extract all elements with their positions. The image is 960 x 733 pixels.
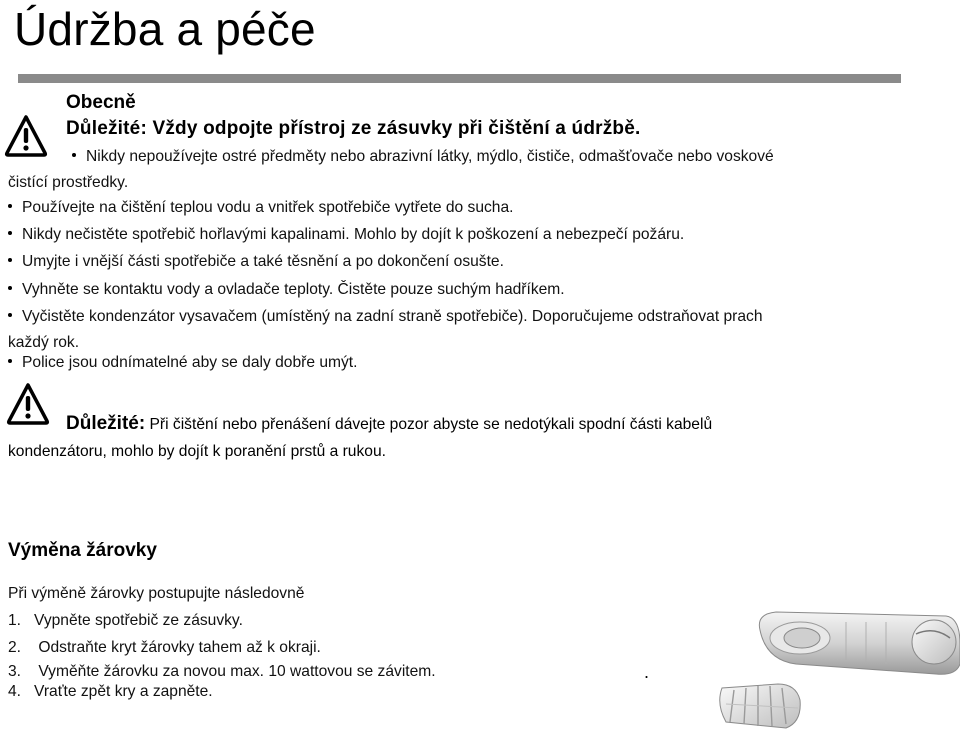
page-title: Údržba a péče	[14, 3, 316, 55]
list-item: Police jsou odnímatelné aby se daly dobře umýt.	[8, 350, 357, 376]
list-item: Umyjte i vnější části spotřebiče a také těsnění a po dokončení osušte.	[8, 249, 504, 275]
list-item: 3. Vyměňte žárovku za novou max. 10 wattovou se závitem.	[8, 663, 436, 680]
stray-dot: .	[644, 662, 650, 682]
list-item: Vyčistěte kondenzátor vysavačem (umístěný na zadní straně spotřebiče). Doporučujeme odstraňovat prach každý rok.	[8, 308, 763, 351]
list-item: 4. Vraťte zpět kry a zapněte.	[8, 683, 213, 700]
bulb-intro: Při výměně žárovky postupujte následovně	[8, 585, 305, 602]
bullet-icon	[8, 204, 12, 208]
lamp-cover-illustration	[716, 604, 960, 733]
bullet-icon	[8, 359, 12, 363]
important-notice: Důležité: Vždy odpojte přístroj ze zásuvky při čištění a údržbě.	[66, 118, 641, 139]
bullet-icon	[8, 286, 12, 290]
bullet-icon	[8, 313, 12, 317]
list-item: Nikdy nečistěte spotřebič hořlavými kapalinami. Mohlo by dojít k poškození a nebezpečí požáru.	[8, 222, 684, 248]
list-item: 1. Vypněte spotřebič ze zásuvky.	[8, 612, 243, 629]
section-heading-bulb: Výměna žárovky	[8, 540, 157, 561]
list-item: Používejte na čištění teplou vodu a vnitřek spotřebiče vytřete do sucha.	[8, 195, 514, 221]
list-item: Nikdy nepoužívejte ostré předměty nebo abrazivní látky, mýdlo, čističe, odmašťovače nebo voskové čistící prostředky.	[8, 148, 774, 191]
list-item: 2. Odstraňte kryt žárovky tahem až k okraji.	[8, 639, 321, 656]
list-item: Vyhněte se kontaktu vody a ovladače teploty. Čistěte pouze suchým hadříkem.	[8, 277, 565, 303]
important-label: Důležité:	[66, 413, 146, 434]
important-notice-cable: Důležité: Při čištění nebo přenášení dávejte pozor abyste se nedotýkali spodní části kabelů kondenzátoru, mohlo by dojít k poranění prstů a rukou.	[8, 413, 713, 460]
bullet-icon	[8, 231, 12, 235]
section-heading-general: Obecně	[66, 92, 136, 113]
title-divider	[18, 74, 901, 83]
bullet-icon	[8, 258, 12, 262]
bullet-icon	[72, 153, 76, 157]
